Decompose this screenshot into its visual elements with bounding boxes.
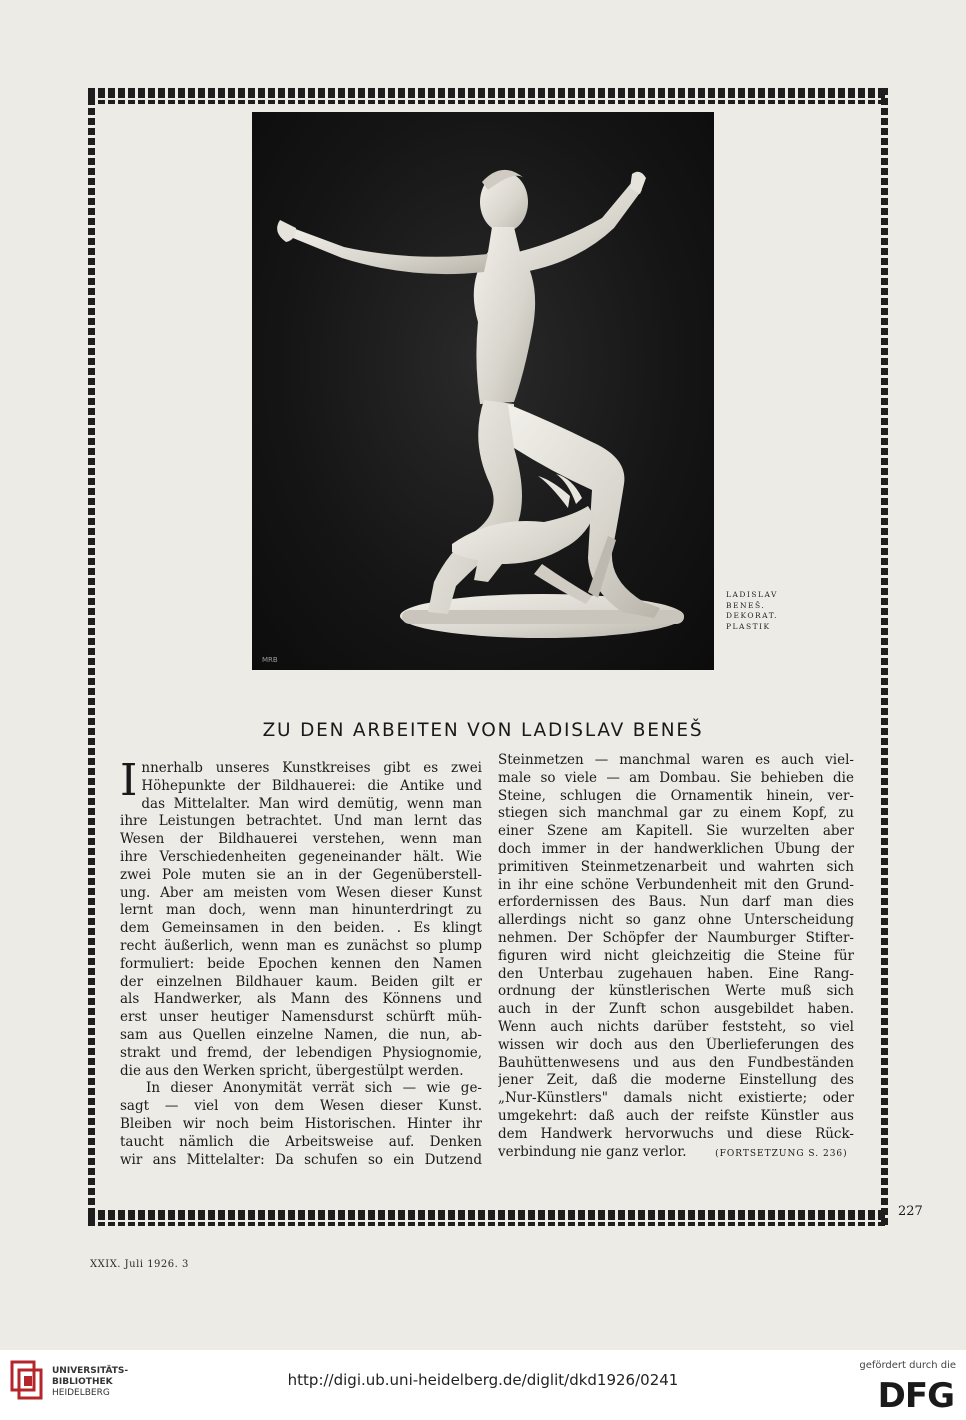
caption-line: DEKORAT. xyxy=(726,611,778,620)
text-line: Wesen der Bildhauerei verstehen, wenn man xyxy=(120,831,482,848)
left-column-lines xyxy=(120,755,482,1169)
article-column-left xyxy=(120,755,482,1169)
text-line: der einzelnen Bildhauer kaum. Beiden gilt er xyxy=(120,973,482,990)
library-name-line: BIBLIOTHEK xyxy=(52,1377,113,1387)
caption-line: BENEŠ. xyxy=(726,600,766,610)
text-line: male so viele — am Dombau. Sie behieben die xyxy=(498,769,854,786)
frame-top-border xyxy=(88,88,888,98)
text-line: ordnung der künstlerischen Werte muß sich xyxy=(498,983,854,1000)
sponsor-label: gefördert durch die xyxy=(859,1360,956,1371)
library-name-line: UNIVERSITÄTS- xyxy=(52,1366,129,1376)
text-line: Bauhüttenwesens und aus den Fundbeständen xyxy=(498,1054,854,1071)
text-line: einer Szene am Kapitell. Sie wurzelten aber xyxy=(498,823,854,840)
caption-line: LADISLAV xyxy=(726,590,778,599)
text-line: zwei Pole muten sie an in der Gegenüberstell- xyxy=(120,866,482,883)
text-line: figuren wird nicht gleichzeitig die Steine für xyxy=(498,947,854,964)
article-column-right xyxy=(498,752,854,1163)
text-line: formuliert: beide Epochen kennen den Namen xyxy=(120,955,482,972)
text-line: als Handwerker, als Mann des Könnens und xyxy=(120,991,482,1008)
text-line: taucht nämlich die Arbeitsweise auf. Denken xyxy=(120,1133,482,1150)
right-column-lines xyxy=(498,752,854,1144)
text-line: stiegen sich manchmal gar zu einem Kopf, zu xyxy=(498,805,854,822)
text-line: Bleiben wir noch beim Historischen. Hinter ihr xyxy=(120,1115,482,1132)
caption-line: PLASTIK xyxy=(726,621,771,631)
frame-bottom-border xyxy=(88,1210,888,1220)
text-line: dem Handwerk hervorwuchs und diese Rück- xyxy=(498,1125,854,1142)
text-line: recht äußerlich, wenn man es zunächst so plump xyxy=(120,937,482,954)
last-line-text: verbindung nie ganz verlor. xyxy=(498,1143,687,1160)
page-number: 227 xyxy=(898,1204,923,1219)
text-line: in ihr eine schöne Verbundenheit mit den Grund- xyxy=(498,876,854,893)
text-line: ihre Verschiedenheiten gegeneinander hält. Wie xyxy=(120,848,482,865)
text-line: sagt — viel von dem Wesen dieser Kunst. xyxy=(120,1098,482,1115)
text-line: In dieser Anonymität verrät sich — wie ge- xyxy=(146,1080,482,1097)
text-line: allerdings nicht so ganz ohne Unterscheidung xyxy=(498,912,854,929)
text-line: umgekehrt: daß auch der reifste Künstler aus xyxy=(498,1107,854,1124)
text-line: die aus den Werken spricht, übergestülpt werden. xyxy=(120,1062,464,1079)
text-line: jener Zeit, daß die moderne Einstellung des xyxy=(498,1072,854,1089)
text-line: Steine, schlugen die Ornamentik hinein, ver- xyxy=(498,787,854,804)
sculpture-photo xyxy=(252,112,714,670)
text-line: Steinmetzen — manchmal waren es auch viel- xyxy=(498,752,854,768)
text-line: primitiven Steinmetzenarbeit und wahrten sich xyxy=(498,858,854,875)
frame-bottom-border-inner xyxy=(88,1222,888,1226)
text-line: sam aus Quellen einzelne Namen, die nun, ab- xyxy=(120,1026,482,1043)
text-line: Höhepunkte der Bildhauerei: die Antike und xyxy=(141,777,482,794)
frame-top-border-inner xyxy=(88,100,888,104)
text-line: ihre Leistungen betrachtet. Und man lernt das xyxy=(120,813,482,830)
text-line: Wenn auch nichts darüber feststeht, so viel xyxy=(498,1018,854,1035)
text-line: lernt man doch, wenn man hinunterdringt zu xyxy=(120,902,482,919)
source-url-link[interactable]: http://digi.ub.uni-heidelberg.de/diglit/dkd1926/0241 xyxy=(287,1371,679,1389)
photo-mark: MRB xyxy=(262,656,278,664)
text-line: „Nur-Künstlers" damals nicht existierte; oder xyxy=(498,1090,854,1107)
viewer-footer xyxy=(0,1350,966,1420)
frame-right-border xyxy=(881,88,888,1226)
text-line: nehmen. Der Schöpfer der Naumburger Stifter- xyxy=(498,929,854,946)
library-name-line: HEIDELBERG xyxy=(52,1388,110,1398)
text-line: das Mittelalter. Man wird demütig, wenn man xyxy=(141,795,482,812)
article-last-line xyxy=(498,1144,854,1164)
photo-caption xyxy=(726,590,786,632)
text-line: strakt und fremd, der lebendigen Physiognomie, xyxy=(120,1044,482,1061)
continuation-note: (FORTSETZUNG S. 236) xyxy=(715,1148,848,1159)
sculpture-illustration xyxy=(252,112,714,670)
dfg-logo[interactable]: DFG xyxy=(877,1376,954,1416)
text-line: wissen wir doch aus den Überlieferungen des xyxy=(498,1036,854,1053)
text-line: nnerhalb unseres Kunstkreises gibt es zwei xyxy=(141,760,482,776)
text-line: erst unser heutiger Namensdurst schürft müh- xyxy=(120,1009,482,1026)
text-line: doch immer in der handwerklichen Übung der xyxy=(498,840,854,857)
drop-cap: I xyxy=(120,755,138,806)
issue-label: XXIX. Juli 1926. 3 xyxy=(90,1259,189,1270)
text-line: auch in der Zunft schon ausgebildet haben. xyxy=(498,1001,854,1018)
text-line: den Unterbau zugehauen haben. Eine Rang- xyxy=(498,965,854,982)
article-title: ZU DEN ARBEITEN VON LADISLAV BENEŠ xyxy=(262,720,704,741)
text-line: wir ans Mittelalter: Da schufen so ein Dutzend xyxy=(120,1151,482,1168)
text-line: dem Gemeinsamen in den beiden. . Es klingt xyxy=(120,920,482,937)
frame-left-border xyxy=(88,88,95,1226)
text-line: erfordernissen des Baus. Nun darf man dies xyxy=(498,894,854,911)
text-line: ung. Aber am meisten vom Wesen dieser Kunst xyxy=(120,884,482,901)
